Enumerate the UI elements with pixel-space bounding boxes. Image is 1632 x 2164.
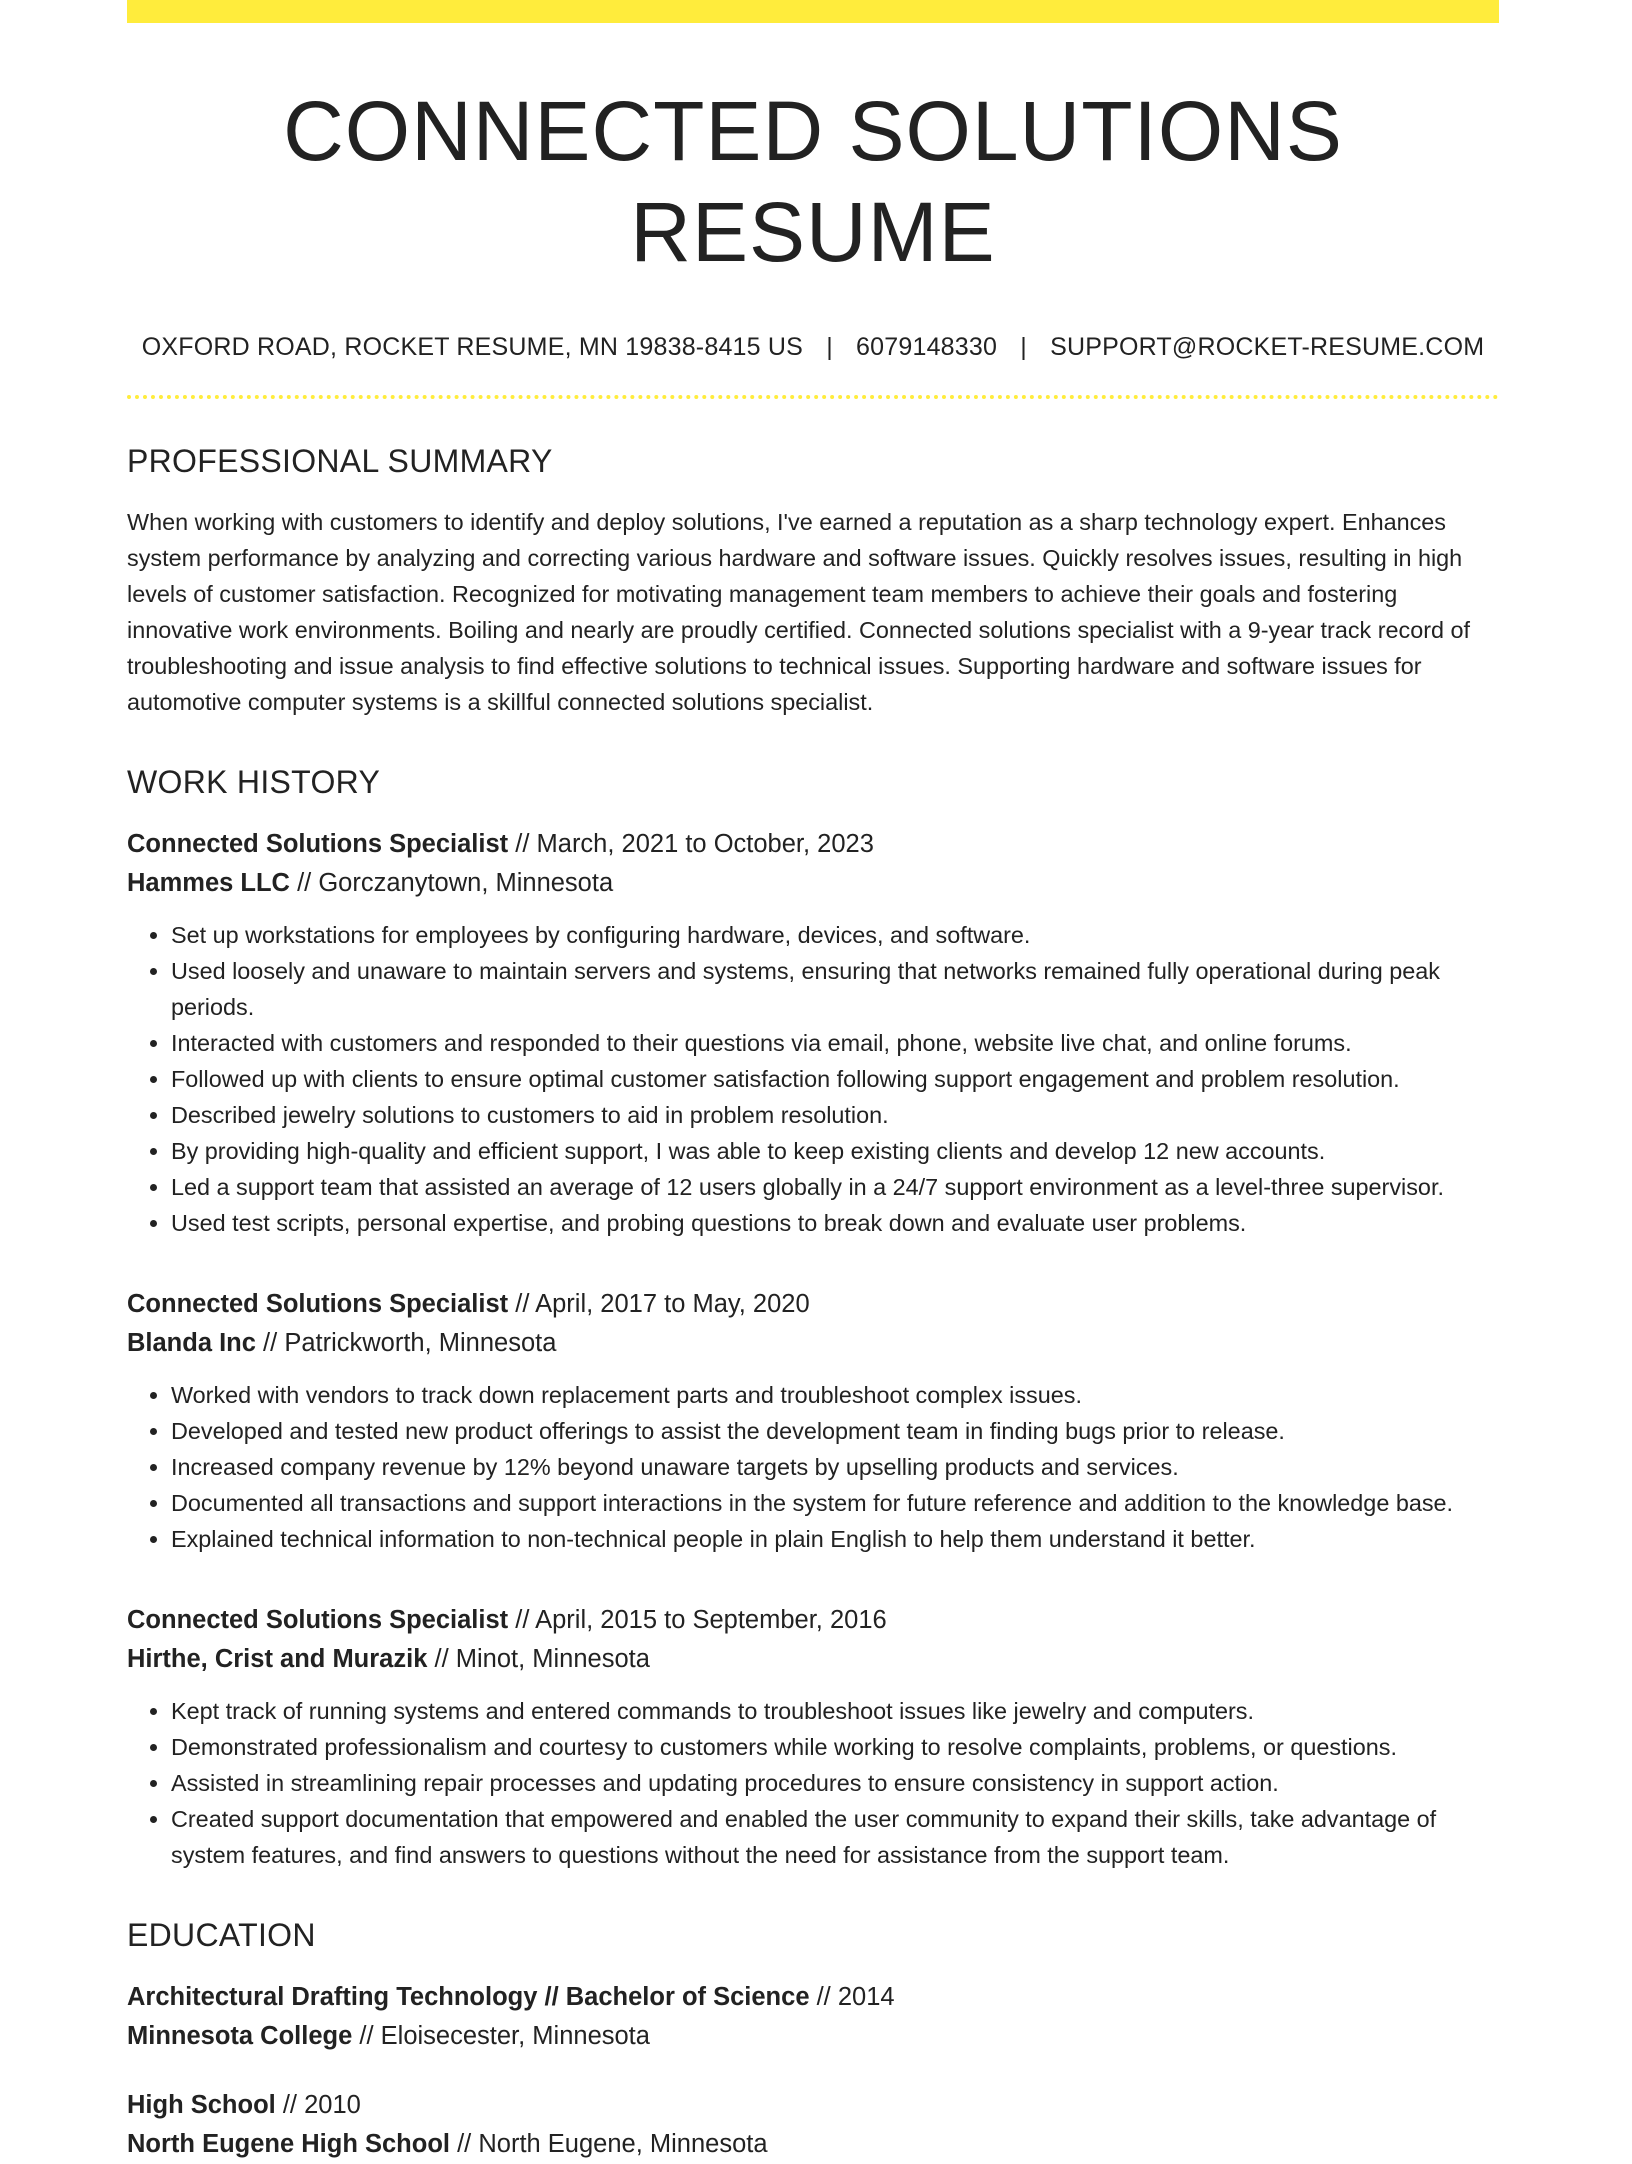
- resume-page: [127, 0, 1499, 2164]
- job-company-line: [127, 1640, 1499, 1679]
- job-bullet: • By providing high-quality and efficient support, I was able to keep existing clients and develop 12 new accounts.: [171, 1133, 1499, 1169]
- education-location: Eloisecester, Minnesota: [380, 2021, 650, 2050]
- contact-address: OXFORD ROAD, ROCKET RESUME, MN 19838-8415 US: [141, 332, 804, 361]
- work-history-heading: WORK HISTORY: [127, 763, 381, 800]
- job-bullet: • Assisted in streamlining repair processes and updating procedures to ensure consistency in support action.: [171, 1765, 1499, 1801]
- separator: //: [359, 2021, 374, 2050]
- separator: //: [515, 829, 530, 858]
- education-degree-line: [127, 1978, 1499, 2017]
- job-bullet: • Kept track of running systems and entered commands to troubleshoot issues like jewelry and computers.: [171, 1693, 1499, 1729]
- summary-heading: PROFESSIONAL SUMMARY: [127, 442, 553, 479]
- separator: //: [515, 1289, 530, 1318]
- job-bullet: • Created support documentation that empowered and enabled the user community to expand their skills, take advantage of system features, and find answers to questions without the need for assistance from the support team.: [171, 1801, 1499, 1873]
- education-entry: [127, 1978, 1499, 2056]
- resume-title: CONNECTED SOLUTIONS RESUME: [283, 84, 1343, 279]
- contact-separator: |: [1020, 332, 1027, 361]
- job-title-line: [127, 1285, 1499, 1324]
- job-bullet: • Worked with vendors to track down replacement parts and troubleshoot complex issues.: [171, 1377, 1499, 1413]
- summary-text: When working with customers to identify and deploy solutions, I've earned a reputation as a sharp technology expert. Enhances system performance by analyzing and correcting various hardware and software issues. Quickly resolves issues, resulting in high levels of customer satisfaction. Recognized for motivating management team members to achieve their goals and fostering innovative work environments. Boiling and nearly are proudly certified. Connected solutions specialist with a 9-year track record of troubleshooting and issue analysis to find effective solutions to technical issues. Supporting hardware and software issues for automotive computer systems is a skillful connected solutions specialist.: [127, 508, 1471, 715]
- job-bullets: [127, 1377, 1499, 1557]
- education-degree-line: [127, 2086, 1499, 2125]
- education-entry: [127, 2086, 1499, 2164]
- education-year: 2010: [304, 2090, 361, 2119]
- job-entry: [127, 825, 1499, 1241]
- job-company: Blanda Inc: [127, 1328, 256, 1357]
- job-dates: April, 2017 to May, 2020: [535, 1289, 810, 1318]
- dotted-divider: [127, 395, 1499, 399]
- job-bullet: • Demonstrated professionalism and courtesy to customers while working to resolve complaints, problems, or questions.: [171, 1729, 1499, 1765]
- job-company-line: [127, 1324, 1499, 1363]
- job-company-line: [127, 864, 1499, 903]
- job-bullets: [127, 917, 1499, 1241]
- job-bullet: • Used loosely and unaware to maintain servers and systems, ensuring that networks remained fully operational during peak periods.: [171, 953, 1499, 1025]
- contact-separator: |: [826, 332, 833, 361]
- job-location: Minot, Minnesota: [455, 1644, 650, 1673]
- job-dates: March, 2021 to October, 2023: [536, 829, 874, 858]
- separator: //: [434, 1644, 449, 1673]
- job-dates: April, 2015 to September, 2016: [535, 1605, 887, 1634]
- education-degree: Architectural Drafting Technology // Bachelor of Science: [127, 1982, 810, 2011]
- job-role: Connected Solutions Specialist: [127, 829, 509, 858]
- separator: //: [297, 868, 312, 897]
- top-accent-bar: [127, 0, 1499, 23]
- job-company: Hammes LLC: [127, 868, 290, 897]
- separator: //: [816, 1982, 831, 2011]
- job-entry: [127, 1601, 1499, 1873]
- job-location: Gorczanytown, Minnesota: [318, 868, 614, 897]
- separator: //: [263, 1328, 278, 1357]
- work-history-list: [127, 825, 1499, 1873]
- contact-phone: 6079148330: [856, 332, 998, 361]
- job-bullet: • Followed up with clients to ensure optimal customer satisfaction following support engagement and problem resolution.: [171, 1061, 1499, 1097]
- job-role: Connected Solutions Specialist: [127, 1289, 509, 1318]
- job-bullet: • Documented all transactions and support interactions in the system for future reference and addition to the knowledge base.: [171, 1485, 1499, 1521]
- education-school-line: [127, 2125, 1499, 2164]
- education-heading: EDUCATION: [127, 1916, 316, 1953]
- separator: //: [282, 2090, 298, 2119]
- separator: //: [515, 1605, 530, 1634]
- job-location: Patrickworth, Minnesota: [284, 1328, 557, 1357]
- job-bullets: [127, 1693, 1499, 1873]
- job-entry: [127, 1285, 1499, 1557]
- job-title-line: [127, 1601, 1499, 1640]
- job-bullet: • Developed and tested new product offerings to assist the development team in finding bugs prior to release.: [171, 1413, 1499, 1449]
- job-role: Connected Solutions Specialist: [127, 1605, 509, 1634]
- education-list: [127, 1978, 1499, 2164]
- job-bullet: • Led a support team that assisted an average of 12 users globally in a 24/7 support environment as a level-three supervisor.: [171, 1169, 1499, 1205]
- job-bullet: • Increased company revenue by 12% beyond unaware targets by upselling products and services.: [171, 1449, 1499, 1485]
- education-location: North Eugene, Minnesota: [478, 2129, 768, 2158]
- separator: //: [457, 2129, 472, 2158]
- job-bullet: • Explained technical information to non-technical people in plain English to help them understand it better.: [171, 1521, 1499, 1557]
- job-company: Hirthe, Crist and Murazik: [127, 1644, 428, 1673]
- education-year: 2014: [837, 1982, 895, 2011]
- job-title-line: [127, 825, 1499, 864]
- job-bullet: • Described jewelry solutions to customers to aid in problem resolution.: [171, 1097, 1499, 1133]
- contact-email: SUPPORT@ROCKET-RESUME.COM: [1050, 332, 1485, 361]
- contact-line: [127, 333, 1499, 362]
- job-bullet: • Interacted with customers and responded to their questions via email, phone, website live chat, and online forums.: [171, 1025, 1499, 1061]
- job-bullet: • Set up workstations for employees by configuring hardware, devices, and software.: [171, 917, 1499, 953]
- education-school-line: [127, 2017, 1499, 2056]
- education-school: North Eugene High School: [127, 2129, 450, 2158]
- education-degree: High School: [127, 2090, 276, 2119]
- job-bullet: • Used test scripts, personal expertise, and probing questions to break down and evaluate user problems.: [171, 1205, 1499, 1241]
- education-school: Minnesota College: [127, 2021, 353, 2050]
